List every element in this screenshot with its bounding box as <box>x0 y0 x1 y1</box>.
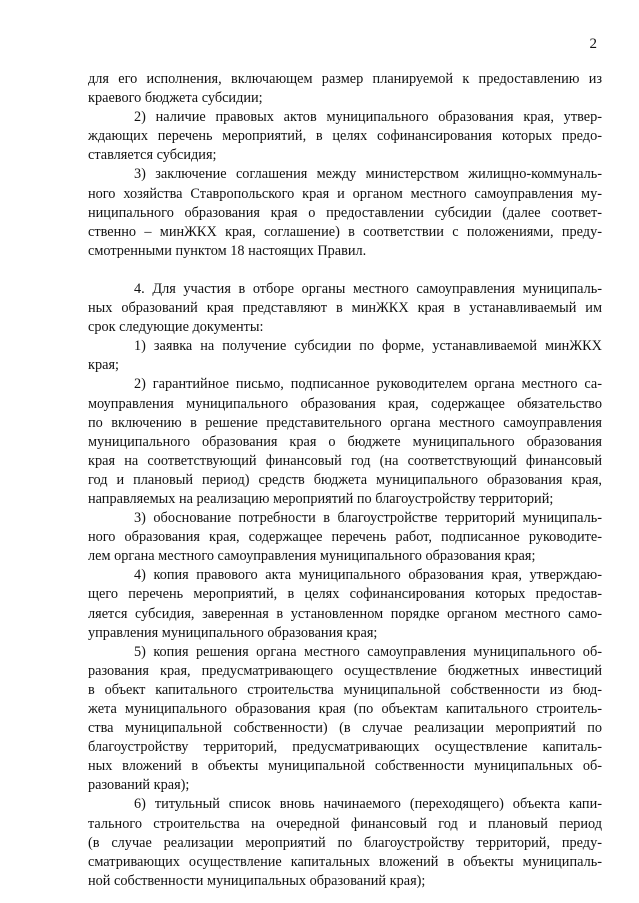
text-line: ных образований края представляют в минЖКХ края в устанавливаемый им <box>88 300 602 317</box>
paragraph <box>88 795 602 890</box>
paragraph <box>88 165 602 260</box>
paragraph <box>88 375 602 509</box>
text-line: 3) обоснование потребности в благоустройстве территорий муниципаль- <box>134 510 602 527</box>
text-line: для его исполнения, включающем размер планируемой к предоставлению из <box>88 71 602 87</box>
text-line: 3) заключение соглашения между министерством жилищно-коммуналь- <box>134 166 602 183</box>
text-line: разования края, предусматривающего осуществление бюджетных инвестиций <box>88 662 602 679</box>
text-line: благоустройству территорий, предусматривающих осуществление капиталь- <box>88 739 602 756</box>
text-line: ной собственности муниципальных образований края); <box>88 872 426 889</box>
text-line: ного образования края, содержащее перечень работ, подписанное руководите- <box>88 529 602 546</box>
text-line: управления муниципального образования края; <box>88 624 378 641</box>
paragraph <box>88 70 602 108</box>
text-line: ставляется субсидия; <box>88 147 217 164</box>
text-line: сматривающих осуществление капитальных вложений в объекты муниципаль- <box>88 853 602 870</box>
text-line: 1) заявка на получение субсидии по форме, устанавливаемой минЖКХ <box>134 338 602 355</box>
document-body <box>88 70 602 891</box>
text-line: (в случае реализации мероприятий по благоустройству территорий, преду- <box>88 834 602 851</box>
text-line: края на соответствующий финансовый год (на соответствующий финансовый <box>88 452 602 469</box>
text-line: ства муниципальной собственности) (в случае реализации мероприятий по <box>88 720 602 737</box>
text-line: муниципального образования края о бюджете муниципального образования <box>88 433 602 450</box>
text-line: 5) копия решения органа местного самоуправления муниципального об- <box>134 643 602 660</box>
paragraph-gap <box>88 261 602 280</box>
text-line: 4. Для участия в отборе органы местного самоуправления муниципаль- <box>134 280 602 297</box>
text-line: год и плановый период) средств бюджета муниципального образования края, <box>88 471 602 488</box>
text-line: ственно – минЖКХ края, соглашение) в соответствии с положениями, преду- <box>88 223 602 240</box>
page-number: 2 <box>589 36 597 52</box>
text-line: разований края); <box>88 777 190 794</box>
paragraph <box>88 566 602 642</box>
text-line: жета муниципального образования края (по объектам капитального строитель- <box>88 701 602 717</box>
text-line: края; <box>88 357 119 374</box>
text-line: смотренными пунктом 18 настоящих Правил. <box>88 242 367 259</box>
text-line: ждающих перечень мероприятий, в целях софинансирования которых предо- <box>88 128 602 145</box>
text-line: 2) гарантийное письмо, подписанное руководителем органа местного са- <box>134 376 602 393</box>
text-line: тального строительства на очередной финансовый год и плановый период <box>88 815 602 832</box>
text-line: моуправления муниципального образования края, содержащее обязательство <box>88 395 602 412</box>
paragraph <box>88 643 602 796</box>
paragraph <box>88 280 602 337</box>
text-line: краевого бюджета субсидии; <box>88 90 263 107</box>
text-line: направляемых на реализацию мероприятий по благоустройству территорий; <box>88 490 554 507</box>
paragraph <box>88 337 602 375</box>
text-line: 6) титульный список вновь начинаемого (переходящего) объекта капи- <box>134 796 602 813</box>
text-line: в объект капитального строительства муниципальной собственности из бюд- <box>88 681 602 698</box>
text-line: щего перечень мероприятий, в целях софинансирования которых предостав- <box>88 586 602 603</box>
text-line: ного хозяйства Ставропольского края и органом местного самоуправления му- <box>88 185 602 202</box>
text-line: ных вложений в объекты муниципальной собственности муниципальных об- <box>88 758 602 775</box>
text-line: лем органа местного самоуправления муниципального образования края; <box>88 548 536 565</box>
text-line: ляется субсидия, заверенная в установленном порядке органом местного само- <box>88 605 602 622</box>
text-line: 4) копия правового акта муниципального образования края, утверждаю- <box>134 567 602 584</box>
text-line: срок следующие документы: <box>88 319 264 336</box>
text-line: 2) наличие правовых актов муниципального образования края, утвер- <box>134 109 602 126</box>
paragraph <box>88 108 602 165</box>
text-line: ниципального образования края о предоставлении субсидии (далее соответ- <box>88 204 602 221</box>
paragraph <box>88 509 602 566</box>
text-line: по включению в решение представительного органа местного самоуправления <box>88 414 602 431</box>
